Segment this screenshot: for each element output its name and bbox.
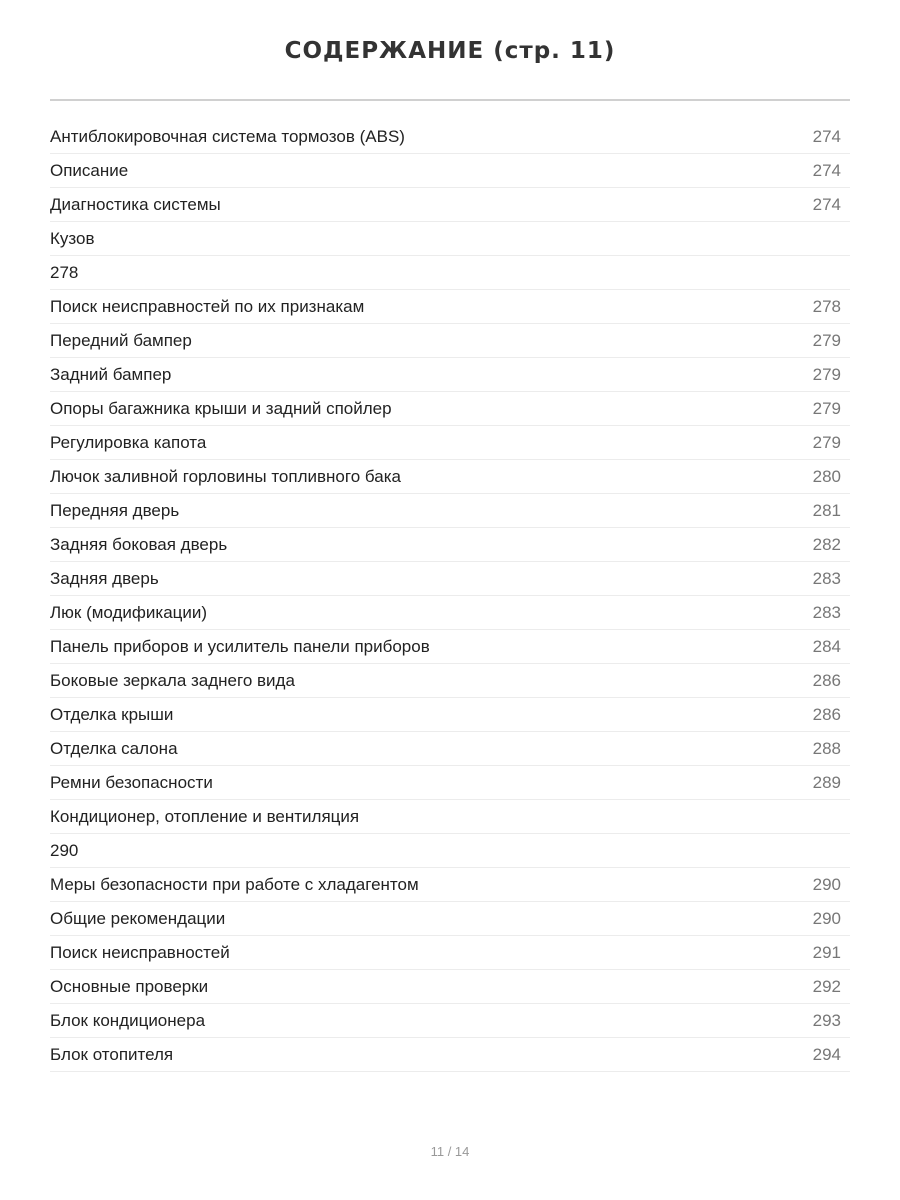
toc-entry[interactable]: [50, 494, 850, 528]
toc-entry[interactable]: [50, 766, 850, 800]
toc-entry-page: 289: [812, 773, 841, 792]
toc-entry-title: Блок кондиционера: [50, 1011, 206, 1030]
toc-entry-title: Панель приборов и усилитель панели приборов: [50, 637, 430, 656]
toc-entry[interactable]: [50, 154, 850, 188]
toc-entry-title: Регулировка капота: [50, 433, 207, 452]
toc-entry-page: 278: [812, 297, 841, 316]
toc-entry[interactable]: [50, 426, 850, 460]
toc-entry-page: 294: [812, 1045, 841, 1064]
toc-entry-title: Поиск неисправностей: [50, 943, 230, 962]
toc-entry[interactable]: [50, 868, 850, 902]
toc-entry-title: 290: [50, 841, 79, 860]
toc-entry-page: 279: [812, 399, 841, 418]
toc-entry-page: 279: [812, 365, 841, 384]
toc-entry[interactable]: [50, 800, 850, 834]
toc-entry[interactable]: [50, 256, 850, 290]
toc-entry[interactable]: [50, 222, 850, 256]
toc-entry-page: 282: [812, 535, 841, 554]
toc-entry-page: 274: [812, 127, 841, 146]
toc-entry-page: 286: [812, 671, 841, 690]
toc-entry[interactable]: [50, 1038, 850, 1072]
page-indicator: 11 / 14: [430, 1144, 470, 1159]
toc-entry-title: Задний бампер: [50, 365, 172, 384]
toc-entry[interactable]: [50, 732, 850, 766]
toc-entry[interactable]: [50, 902, 850, 936]
toc-entry-page: 280: [812, 467, 841, 486]
toc-entry[interactable]: [50, 596, 850, 630]
toc-entry[interactable]: [50, 392, 850, 426]
toc-entry-title: Кузов: [50, 229, 95, 248]
toc-entry[interactable]: [50, 936, 850, 970]
toc-entry-page: 283: [812, 603, 841, 622]
toc-entry-title: Отделка салона: [50, 739, 178, 758]
toc-entry-title: Передняя дверь: [50, 501, 180, 520]
page-title: СОДЕРЖАНИЕ (стр. 11): [284, 38, 616, 64]
toc-entry[interactable]: [50, 290, 850, 324]
toc-entry-title: Лючок заливной горловины топливного бака: [50, 467, 401, 486]
toc-entry[interactable]: [50, 698, 850, 732]
toc-entry-title: Отделка крыши: [50, 705, 174, 724]
toc-entry-page: 274: [812, 161, 841, 180]
toc-entry-title: Блок отопителя: [50, 1045, 174, 1064]
table-of-contents: [50, 120, 850, 1072]
toc-entry-title: Люк (модификации): [50, 603, 208, 622]
toc-entry-page: 290: [812, 909, 841, 928]
toc-entry[interactable]: [50, 664, 850, 698]
toc-entry-page: 286: [812, 705, 841, 724]
toc-entry-page: 293: [812, 1011, 841, 1030]
toc-entry[interactable]: [50, 834, 850, 868]
toc-entry[interactable]: [50, 970, 850, 1004]
toc-entry-page: 281: [812, 501, 841, 520]
toc-entry[interactable]: [50, 120, 850, 154]
title-divider: [50, 99, 850, 101]
toc-entry[interactable]: [50, 562, 850, 596]
toc-entry-title: Поиск неисправностей по их признакам: [50, 297, 365, 316]
toc-entry-title: Антиблокировочная система тормозов (ABS): [50, 127, 405, 146]
toc-entry[interactable]: [50, 358, 850, 392]
toc-entry-title: Опоры багажника крыши и задний спойлер: [50, 399, 392, 418]
toc-entry-title: Задняя боковая дверь: [50, 535, 228, 554]
toc-entry-page: 283: [812, 569, 841, 588]
toc-entry[interactable]: [50, 528, 850, 562]
toc-entry-page: 292: [812, 977, 841, 996]
toc-entry-title: 278: [50, 263, 79, 282]
toc-entry[interactable]: [50, 188, 850, 222]
toc-entry-page: 274: [812, 195, 841, 214]
toc-entry-page: 279: [812, 331, 841, 350]
toc-entry-page: 288: [812, 739, 841, 758]
toc-entry-title: Боковые зеркала заднего вида: [50, 671, 295, 690]
toc-entry-title: Меры безопасности при работе с хладагентом: [50, 875, 419, 894]
toc-entry-title: Кондиционер, отопление и вентиляция: [50, 807, 360, 826]
toc-entry-title: Ремни безопасности: [50, 773, 213, 792]
toc-entry-title: Задняя дверь: [50, 569, 159, 588]
toc-entry[interactable]: [50, 630, 850, 664]
toc-entry[interactable]: [50, 460, 850, 494]
toc-entry-page: 279: [812, 433, 841, 452]
toc-entry-title: Основные проверки: [50, 977, 209, 996]
toc-entry-title: Общие рекомендации: [50, 909, 226, 928]
toc-entry-page: 284: [812, 637, 841, 656]
toc-entry-title: Описание: [50, 161, 129, 180]
toc-entry-title: Передний бампер: [50, 331, 192, 350]
toc-entry[interactable]: [50, 324, 850, 358]
toc-entry[interactable]: [50, 1004, 850, 1038]
toc-entry-page: 290: [812, 875, 841, 894]
toc-entry-title: Диагностика системы: [50, 195, 221, 214]
toc-entry-page: 291: [812, 943, 841, 962]
